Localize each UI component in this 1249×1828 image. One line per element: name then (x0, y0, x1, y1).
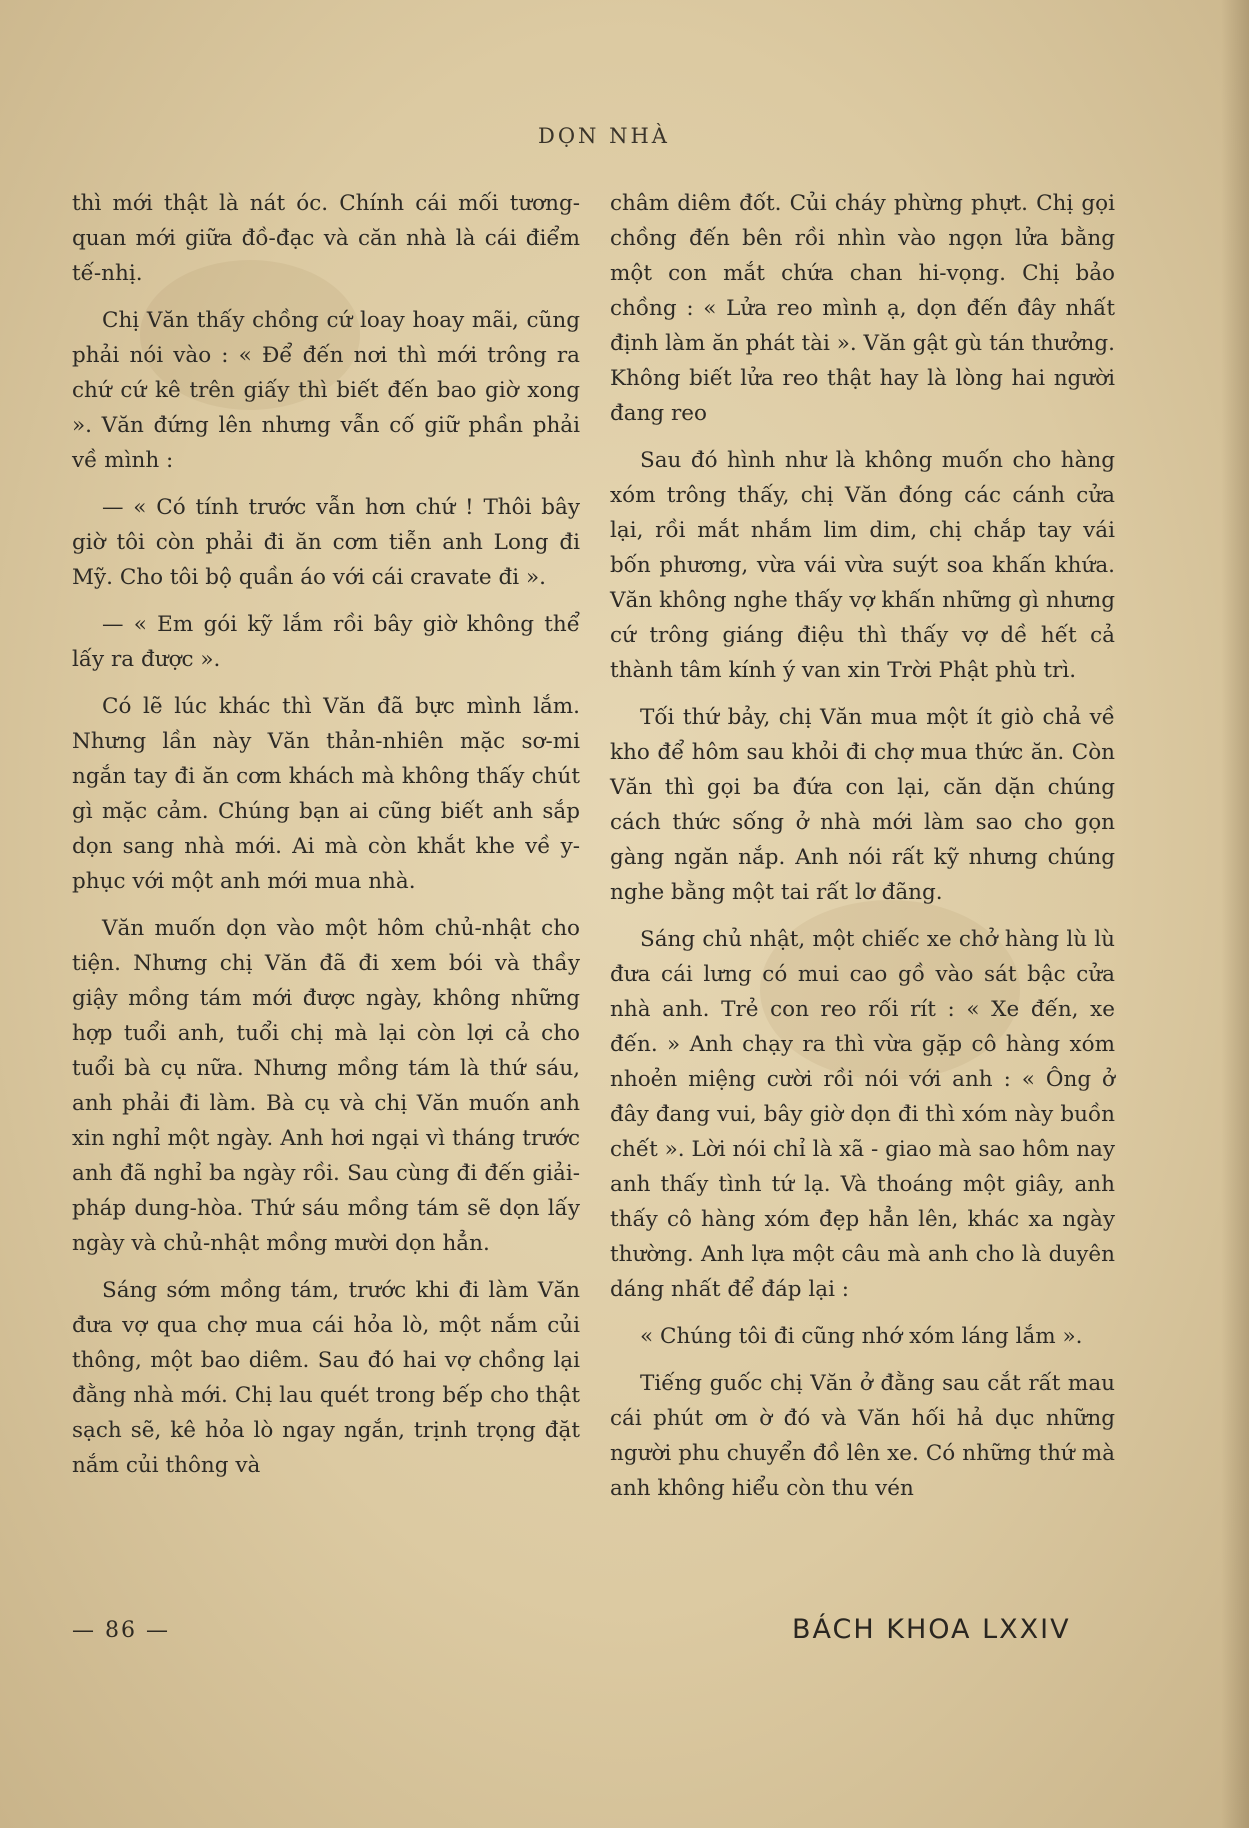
paragraph: — « Em gói kỹ lắm rồi bây giờ không thể lấy ra được ». (72, 612, 580, 672)
paragraph: Tiếng guốc chị Văn ở đằng sau cắt rất mau cái phút ơm ờ đó và Văn hối hả dục những người phu chuyển đồ lên xe. Có những thứ mà anh không hiểu còn thu vén (610, 1371, 1115, 1501)
magazine-issue: BÁCH KHOA LXXIV (792, 1614, 1071, 1645)
running-title: DỌN NHÀ (538, 124, 670, 148)
right-column (610, 186, 1115, 1518)
paragraph: « Chúng tôi đi cũng nhớ xóm láng lắm ». (640, 1324, 1083, 1349)
left-column (72, 186, 580, 1495)
paragraph: Văn muốn dọn vào một hôm chủ-nhật cho tiện. Nhưng chị Văn đã đi xem bói và thầy giậy mồng tám mới được ngày, không những hợp tuổi anh, tuổi chị mà lại còn lợi cả cho tuổi bà cụ nữa. Nhưng mồng tám là thứ sáu, anh phải đi làm. Bà cụ và chị Văn muốn anh xin nghỉ một ngày. Anh hơi ngại vì tháng trước anh đã nghỉ ba ngày rồi. Sau cùng đi đến giải-pháp dung-hòa. Thứ sáu mồng tám sẽ dọn lấy ngày và chủ-nhật mồng mười dọn hẳn. (72, 916, 580, 1256)
paragraph: châm diêm đốt. Củi cháy phừng phựt. Chị gọi chồng đến bên rồi nhìn vào ngọn lửa bằng một con mắt chứa chan hi-vọng. Chị bảo chồng : « Lửa reo mình ạ, dọn đến đây nhất định làm ăn phát tài ». Văn gật gù tán thưởng. Không biết lửa reo thật hay là lòng hai người đang reo (610, 191, 1115, 426)
paragraph: Sáng chủ nhật, một chiếc xe chở hàng lù lù đưa cái lưng có mui cao gồ vào sát bậc cửa nhà anh. Trẻ con reo rối rít : « Xe đến, xe đến. » Anh chạy ra thì vừa gặp cô hàng xóm nhoẻn miệng cười rồi nói với anh : « Ông ở đây đang vui, bây giờ dọn đi thì xóm này buồn chết ». Lời nói chỉ là xã - giao mà sao hôm nay anh thấy tình tứ lạ. Và thoáng một giây, anh thấy cô hàng xóm đẹp hẳn lên, khác xa ngày thường. Anh lựa một câu mà anh cho là duyên dáng nhất để đáp lại : (610, 927, 1115, 1302)
paragraph: Có lẽ lúc khác thì Văn đã bực mình lắm. Nhưng lần này Văn thản-nhiên mặc sơ-mi ngắn tay đi ăn cơm khách mà không thấy chút gì mặc cảm. Chúng bạn ai cũng biết anh sắp dọn sang nhà mới. Ai mà còn khắt khe về y-phục với một anh mới mua nhà. (72, 694, 580, 894)
paragraph: — « Có tính trước vẫn hơn chứ ! Thôi bây giờ tôi còn phải đi ăn cơm tiễn anh Long đi Mỹ. Cho tôi bộ quần áo với cái cravate đi ». (72, 495, 580, 590)
paragraph: thì mới thật là nát óc. Chính cái mối tương-quan mới giữa đồ-đạc và căn nhà là cái điểm tế-nhị. (72, 191, 580, 286)
page-number: — 86 — (72, 1618, 170, 1643)
paragraph: Chị Văn thấy chồng cứ loay hoay mãi, cũng phải nói vào : « Để đến nơi thì mới trông ra chứ cứ kê trên giấy thì biết đến bao giờ xong ». Văn đứng lên nhưng vẫn cố giữ phần phải về mình : (72, 308, 580, 473)
paragraph: Sáng sớm mồng tám, trước khi đi làm Văn đưa vợ qua chợ mua cái hỏa lò, một nắm củi thông, một bao diêm. Sau đó hai vợ chồng lại đằng nhà mới. Chị lau quét trong bếp cho thật sạch sẽ, kê hỏa lò ngay ngắn, trịnh trọng đặt nắm củi thông và (72, 1278, 580, 1478)
paragraph: Tối thứ bảy, chị Văn mua một ít giò chả về kho để hôm sau khỏi đi chợ mua thức ăn. Còn Văn thì gọi ba đứa con lại, căn dặn chúng cách thức sống ở nhà mới làm sao cho gọn gàng ngăn nắp. Anh nói rất kỹ nhưng chúng nghe bằng một tai rất lơ đãng. (610, 705, 1115, 905)
paragraph: Sau đó hình như là không muốn cho hàng xóm trông thấy, chị Văn đóng các cánh cửa lại, rồi mắt nhắm lim dim, chị chắp tay vái bốn phương, vừa vái vừa suýt soa khấn khứa. Văn không nghe thấy vợ khấn những gì nhưng cứ trông giáng điệu thì thấy vợ dề hết cả thành tâm kính ý van xin Trời Phật phù trì. (610, 448, 1115, 683)
page-spine-shadow (1221, 0, 1249, 1828)
